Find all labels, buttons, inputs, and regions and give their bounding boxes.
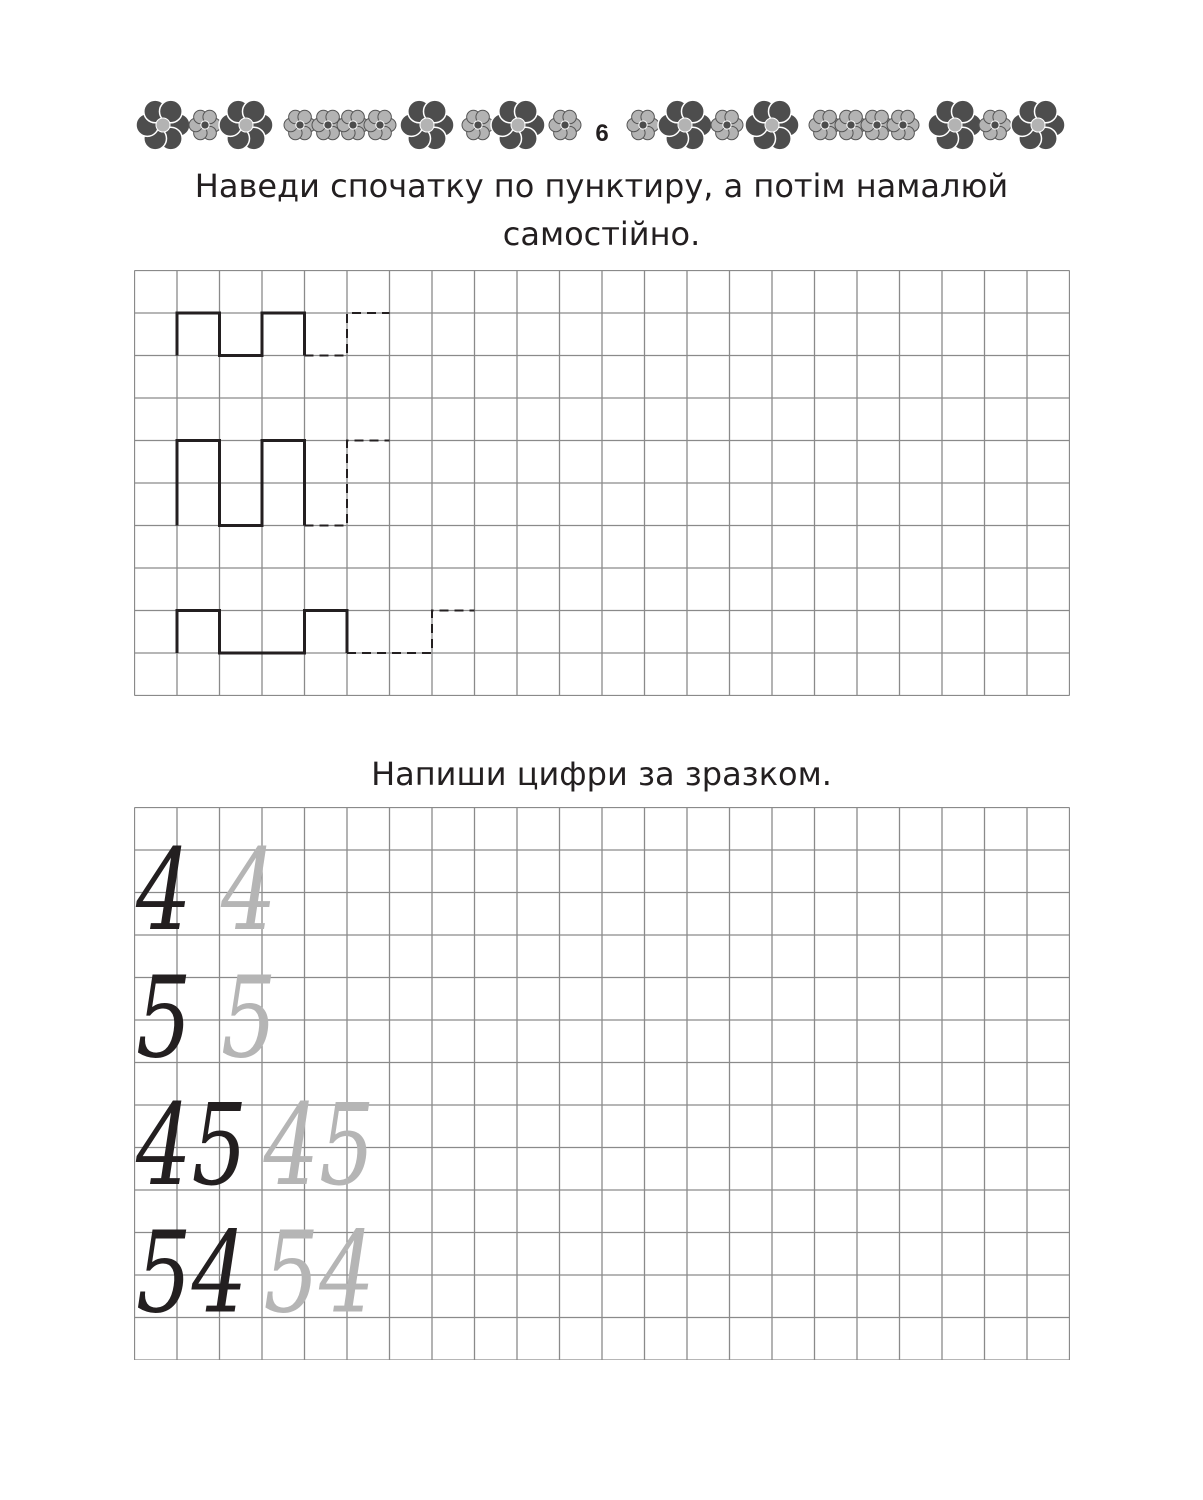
flower-large <box>1011 100 1065 150</box>
digit-trace-sample: 45 <box>263 1080 375 1211</box>
flower-large <box>400 100 454 150</box>
pattern-grid <box>134 270 1070 700</box>
write-digits-instruction-text: Напиши цифри за зразком. <box>371 755 832 793</box>
flower-small <box>979 110 1011 140</box>
pattern-1-solid <box>177 313 305 356</box>
trace-instruction <box>0 162 1203 258</box>
digit-trace-sample: 5 <box>221 952 277 1084</box>
flower-large <box>658 100 712 150</box>
digit-model: 5 <box>136 952 192 1084</box>
grid-lines <box>135 271 1070 696</box>
flower-large <box>491 100 545 150</box>
flower-small <box>364 110 396 140</box>
digit-model: 4 <box>136 825 192 956</box>
write-digits-instruction <box>0 750 1203 798</box>
pattern-1-dashed <box>305 313 390 356</box>
digit-trace-sample: 4 <box>221 825 277 956</box>
pattern-grid-svg <box>134 270 1070 696</box>
flower-small <box>462 110 494 140</box>
pattern-3-dashed <box>347 611 475 654</box>
digit-trace-sample: 54 <box>263 1207 375 1339</box>
flower-large <box>928 100 982 150</box>
flower-large <box>136 100 190 150</box>
flower-small <box>887 110 919 140</box>
trace-instruction-text: Наведи спочатку по пунктиру, а потім намалюй самостійно. <box>194 167 1009 253</box>
digit-model: 54 <box>136 1207 248 1339</box>
page-number: 6 <box>595 120 609 147</box>
flower-small <box>711 110 743 140</box>
digits-grid <box>134 807 1070 1364</box>
digits-grid-svg <box>134 807 1070 1360</box>
flower-small <box>189 110 221 140</box>
flower-large <box>219 100 273 150</box>
flower-large <box>745 100 799 150</box>
flower-small <box>627 110 659 140</box>
flower-small <box>284 110 316 140</box>
flower-small <box>549 110 581 140</box>
digit-model: 45 <box>136 1080 248 1211</box>
